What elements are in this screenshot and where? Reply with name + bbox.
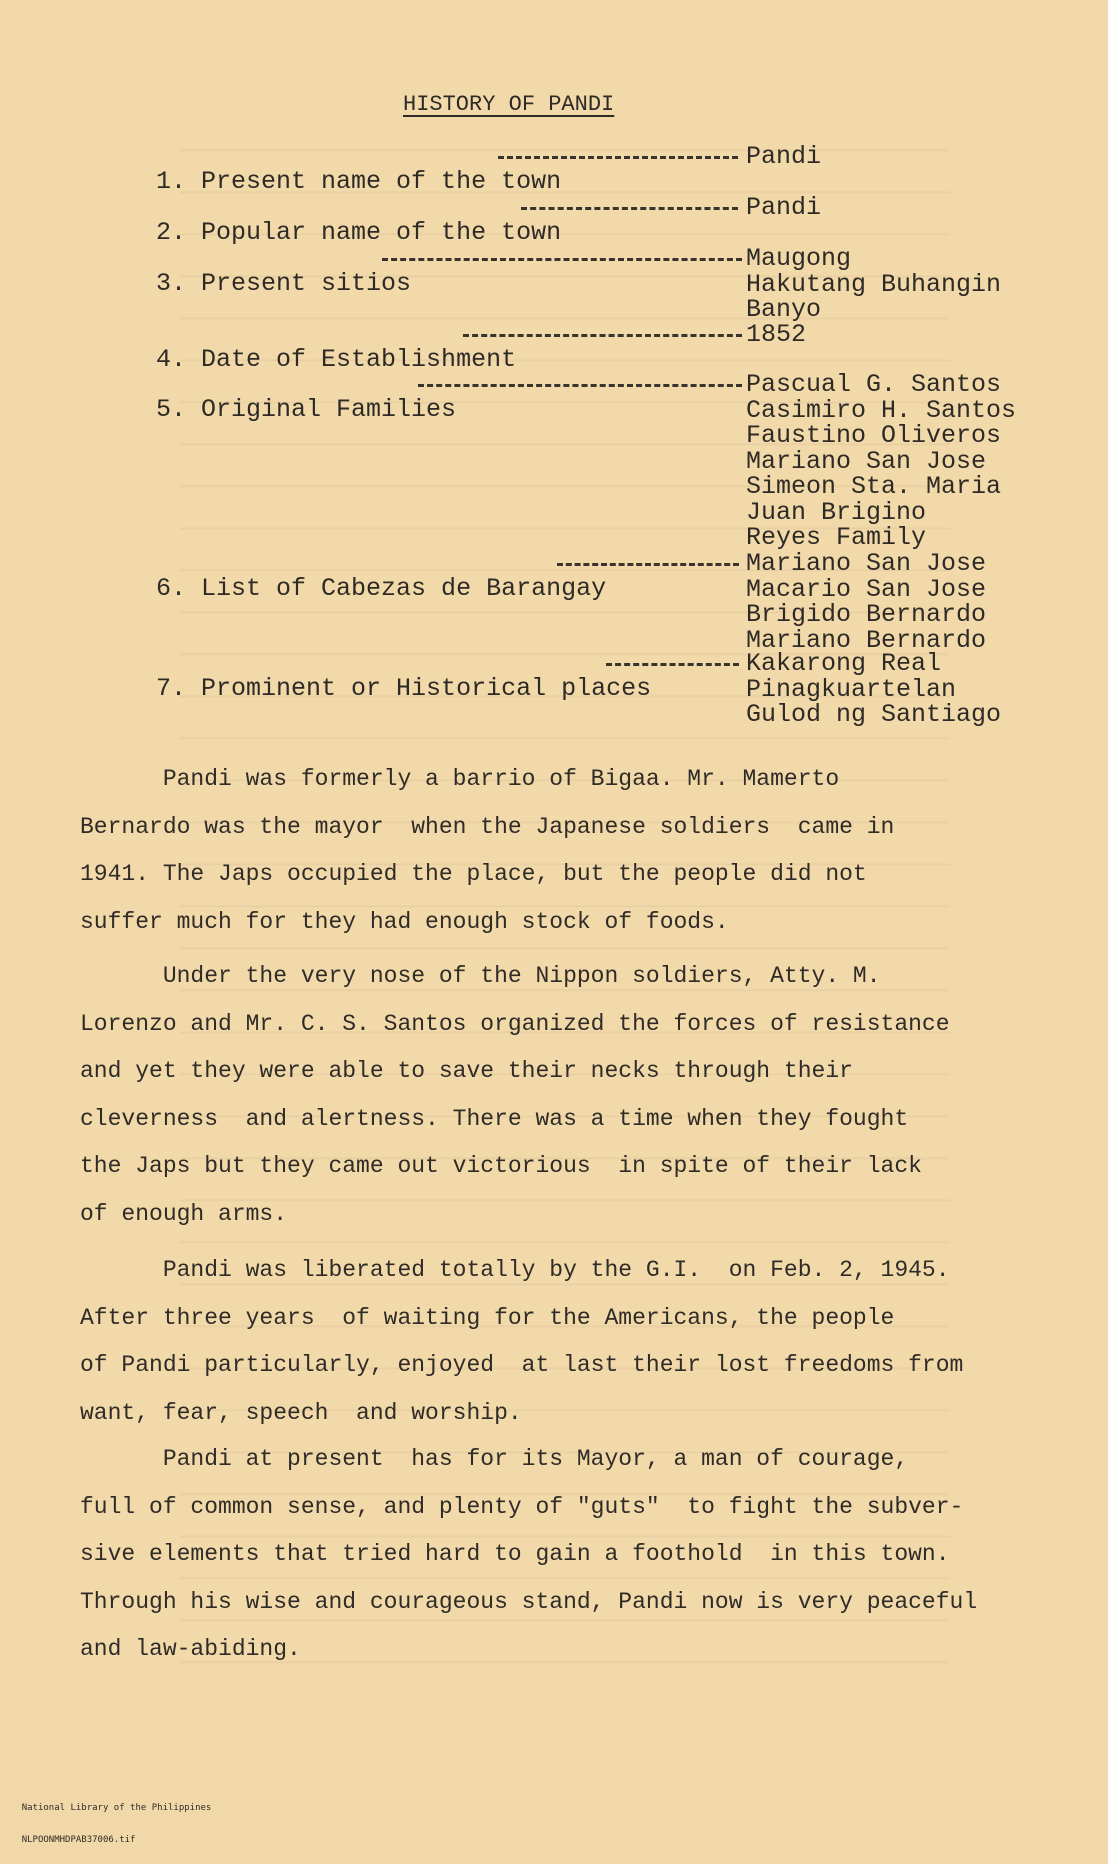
paragraph-line: of Pandi particularly, enjoyed at last their lost freedoms from [80, 1352, 964, 1378]
place-kakarong-real: Kakarong Real [746, 649, 942, 678]
archive-file-name: NLPOONMHDPAB37006.tif [21, 1835, 136, 1845]
paragraph-line: Pandi was formerly a barrio of Bigaa. Mr. Mamerto [80, 766, 840, 792]
item-popular-name-values [746, 195, 821, 221]
sitio-maugong: Maugong [746, 244, 852, 273]
paragraph-line: Pandi at present has for its Mayor, a man of courage, [80, 1446, 909, 1472]
family-pascual-santos: Pascual G. Santos [746, 370, 1002, 399]
item-original-families-label: 5. Original Families [156, 395, 457, 424]
paragraph-formerly-barrio [80, 756, 1050, 946]
paragraph-line: Through his wise and courageous stand, Pandi now is very peaceful [80, 1588, 978, 1615]
paragraph-line: Under the very nose of the Nippon soldiers, Atty. M. [80, 963, 881, 989]
item-date-establishment-values [746, 322, 806, 348]
item-original-families-row [96, 372, 736, 472]
item-date-establishment-label: 4. Date of Establishment [156, 345, 517, 374]
item-original-families-leader [418, 384, 742, 387]
archive-footer [0, 1784, 1108, 1845]
item-present-sitios-values [746, 246, 1001, 323]
family-reyes: Reyes Family [746, 523, 927, 552]
item-present-name-leader [498, 156, 738, 159]
cabeza-brigido-bernardo: Brigido Bernardo [746, 600, 987, 629]
item-present-sitios-label: 3. Present sitios [156, 269, 412, 298]
value-pandi-popular: Pandi [746, 193, 822, 222]
paragraph-line: full of common sense, and plenty of "guts" to fight the subver- [80, 1493, 964, 1520]
place-gulod-ng-santiago: Gulod ng Santiago [746, 700, 1002, 729]
value-pandi-present: Pandi [746, 142, 822, 171]
establishment-year: 1852 [746, 320, 807, 349]
cabeza-mariano-san-jose: Mariano San Jose [746, 549, 987, 578]
item-cabezas-row [96, 551, 736, 651]
sitio-hakutang-buhangin: Hakutang Buhangin [746, 269, 1002, 299]
item-historical-places-values [746, 651, 1001, 728]
archive-source: National Library of the Philippines [21, 1803, 212, 1813]
family-juan-brigino: Juan Brigino [746, 497, 927, 527]
item-historical-places-row [96, 651, 736, 751]
item-historical-places-leader [606, 663, 739, 666]
document-title: HISTORY OF PANDI [403, 92, 615, 117]
item-present-name-values [746, 144, 821, 170]
family-casimiro-santos: Casimiro H. Santos [746, 395, 1017, 425]
paragraph-line: Lorenzo and Mr. C. S. Santos organized the forces of resistance [80, 1010, 950, 1037]
paragraph-line: After three years of waiting for the Americans, the people [80, 1304, 895, 1331]
paragraph-line: and law-abiding. [80, 1636, 301, 1662]
item-date-establishment-leader [463, 334, 742, 337]
item-popular-name-leader [521, 207, 738, 210]
family-faustino-oliveros: Faustino Oliveros [746, 421, 1002, 450]
paragraph-line: want, fear, speech and worship. [80, 1399, 522, 1426]
paragraph-resistance [80, 953, 1050, 1238]
place-pinagkuartelan: Pinagkuartelan [746, 674, 957, 704]
paragraph-line: and yet they were able to save their necks through their [80, 1058, 853, 1084]
sitio-banyo: Banyo [746, 295, 822, 324]
paragraph-line: sive elements that tried hard to gain a foothold in this town. [80, 1541, 950, 1567]
paragraph-present-mayor [80, 1436, 1050, 1674]
paragraph-line: Pandi was liberated totally by the G.I. on Feb. 2, 1945. [80, 1257, 950, 1283]
family-mariano-san-jose: Mariano San Jose [746, 446, 987, 476]
family-simeon-sta-maria: Simeon Sta. Maria [746, 472, 1002, 501]
item-popular-name-label: 2. Popular name of the town [156, 218, 562, 247]
paragraph-line: 1941. The Japs occupied the place, but the people did not [80, 861, 867, 887]
item-historical-places-label: 7. Prominent or Historical places [156, 674, 652, 703]
paragraph-line: the Japs but they came out victorious in spite of their lack [80, 1153, 922, 1179]
paragraph-line: of enough arms. [80, 1200, 288, 1227]
item-cabezas-label: 6. List of Cabezas de Barangay [156, 574, 607, 603]
paragraph-line: cleverness and alertness. There was a time when they fought [80, 1105, 909, 1132]
item-present-sitios-leader [382, 258, 742, 261]
item-original-families-values [746, 372, 1016, 551]
item-cabezas-values [746, 551, 986, 653]
paragraph-line: Bernardo was the mayor when the Japanese soldiers came in [80, 813, 895, 840]
item-present-name-label: 1. Present name of the town [156, 167, 562, 196]
cabeza-macario-san-jose: Macario San Jose [746, 574, 987, 604]
paragraph-liberation [80, 1247, 1050, 1437]
cabeza-mariano-bernardo: Mariano Bernardo [746, 625, 987, 655]
paragraph-line: suffer much for they had enough stock of foods. [80, 908, 729, 935]
item-cabezas-leader [557, 563, 739, 566]
